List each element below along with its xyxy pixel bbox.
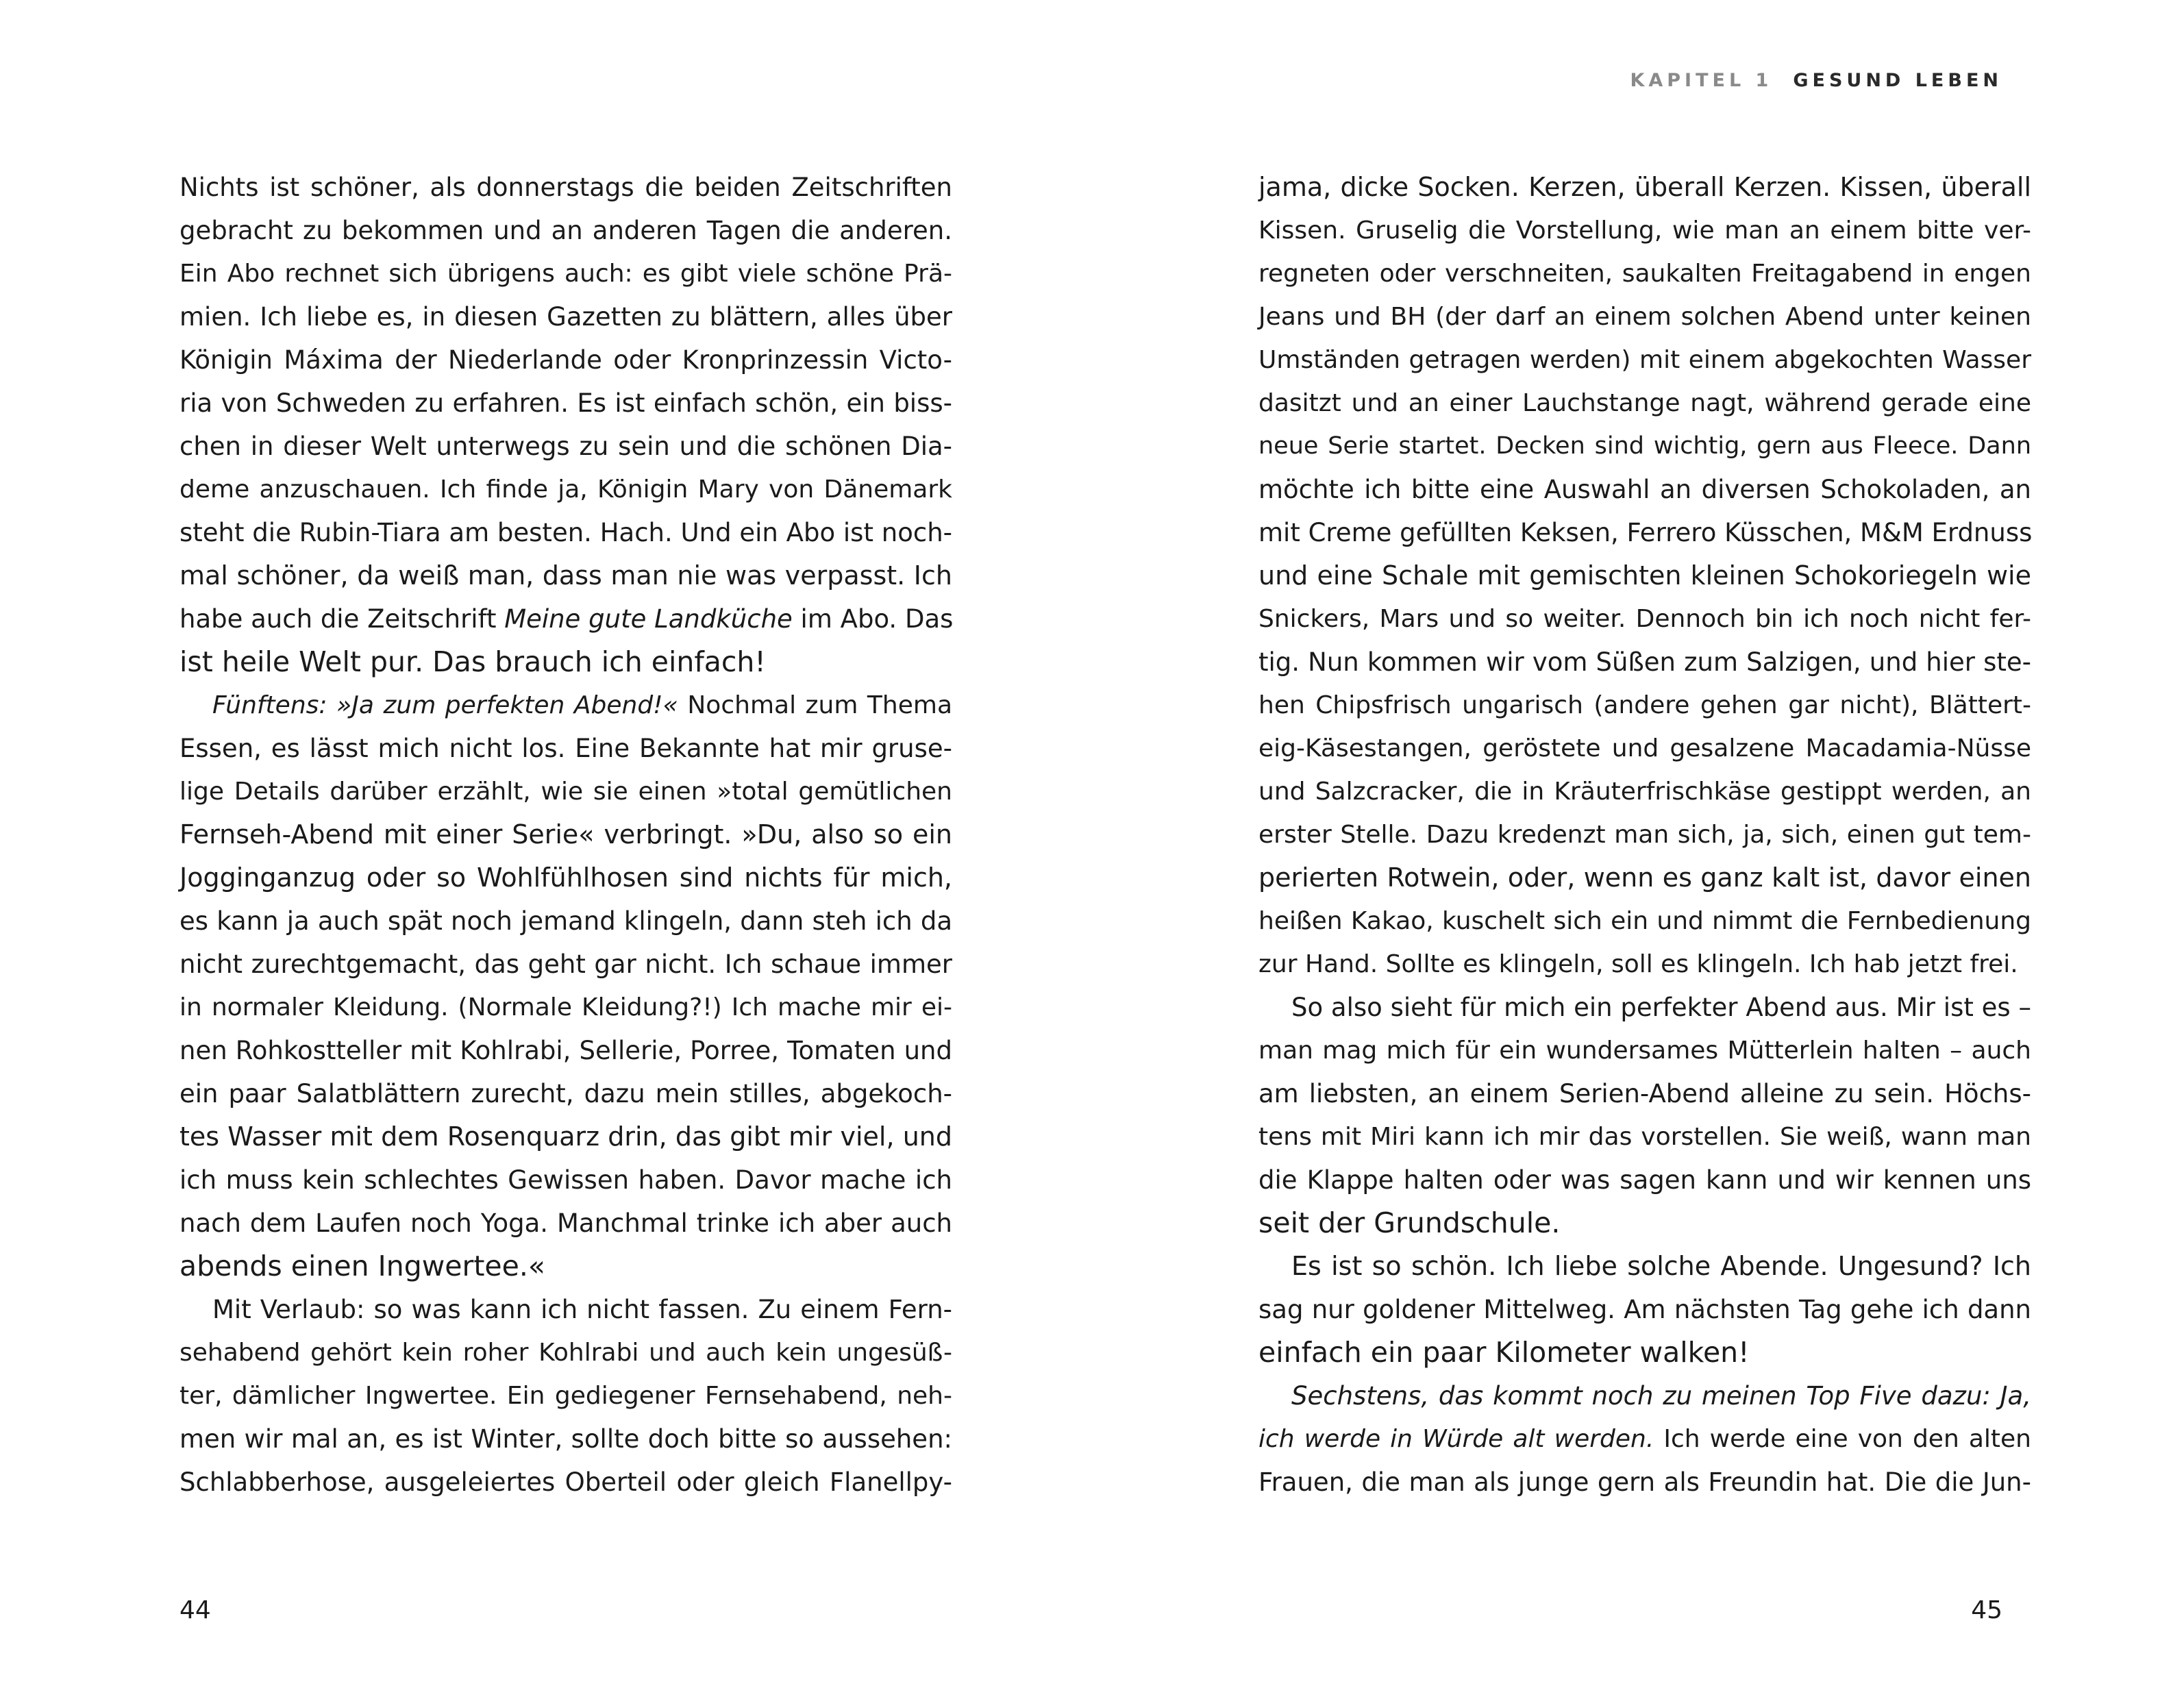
line-text: man mag mich für ein wundersames Mütterlein halten – auch xyxy=(1258,1037,2031,1065)
line-text: Mit Verlaub: so was kann ich nicht fassen. Zu einem Fern- xyxy=(212,1295,952,1324)
text-line xyxy=(179,641,952,684)
chapter-title: GESUND LEBEN xyxy=(1793,70,2002,91)
line-text: seit der Grundschule. xyxy=(1258,1206,1561,1239)
line-text: men wir mal an, es ist Winter, sollte doch bitte so aussehen: xyxy=(179,1424,952,1454)
line-text: mit Creme gefüllten Keksen, Ferrero Küsschen, M&M Erdnuss xyxy=(1258,518,2033,547)
line-text: Schlabberhose, ausgeleiertes Oberteil oder gleich Flanellpy- xyxy=(179,1467,952,1497)
text-line xyxy=(179,468,952,511)
text-line xyxy=(1258,1288,2031,1331)
text-line xyxy=(1258,1245,2031,1288)
text-line xyxy=(1258,727,2031,770)
line-text: am liebsten, an einem Serien-Abend alleine zu sein. Höchs- xyxy=(1258,1079,2031,1108)
text-line xyxy=(179,425,952,468)
line-text: Ich werde eine von den alten xyxy=(1654,1425,2031,1453)
text-line xyxy=(1258,1331,2031,1374)
text-line xyxy=(179,943,952,986)
line-text: abends einen Ingwertee.« xyxy=(179,1250,545,1282)
line-text: möchte ich bitte eine Auswahl an diversen Schokoladen, an xyxy=(1258,475,2031,504)
text-line xyxy=(179,511,952,554)
line-text: regneten oder verschneiten, saukalten Freitagabend in engen xyxy=(1258,260,2031,288)
text-line xyxy=(179,813,952,856)
right-page-body xyxy=(1258,166,2031,1504)
text-line xyxy=(1258,770,2031,813)
page-number-right: 45 xyxy=(1971,1596,2002,1624)
text-line xyxy=(179,252,952,295)
line-text: Jeans und BH (der darf an einem solchen Abend unter keinen xyxy=(1258,303,2031,331)
text-line xyxy=(179,856,952,900)
italic-text: Fünftens: »Ja zum perfekten Abend!« xyxy=(212,691,678,719)
line-text: einfach ein paar Kilometer walken! xyxy=(1258,1336,1750,1369)
line-text: nicht zurechtgemacht, das geht gar nicht. Ich schaue immer xyxy=(179,950,952,979)
line-text: es kann ja auch spät noch jemand klingeln, dann steh ich da xyxy=(179,906,952,936)
text-line xyxy=(179,684,952,727)
line-text: und Salzcracker, die in Kräuterfrischkäse gestippt werden, an xyxy=(1258,778,2031,806)
line-text: neue Serie startet. Decken sind wichtig, gern aus Fleece. Dann xyxy=(1258,432,2031,460)
line-text: Kissen. Gruselig die Vorstellung, wie man an einem bitte ver- xyxy=(1258,216,2031,245)
text-line xyxy=(179,1072,952,1115)
line-text: Essen, es lässt mich nicht los. Eine Bekannte hat mir gruse- xyxy=(179,734,952,763)
text-line xyxy=(1258,684,2031,727)
line-text: nach dem Laufen noch Yoga. Manchmal trinke ich aber auch xyxy=(179,1208,952,1238)
line-text: So also sieht für mich ein perfekter Abend aus. Mir ist es – xyxy=(1291,993,2031,1022)
line-text: Es ist so schön. Ich liebe solche Abende. Ungesund? Ich xyxy=(1291,1251,2031,1281)
line-text: Ein Abo rechnet sich übrigens auch: es gibt viele schöne Prä- xyxy=(179,260,952,288)
line-text: perierten Rotwein, oder, wenn es ganz kalt ist, davor einen xyxy=(1258,863,2031,893)
text-line xyxy=(179,1417,952,1461)
text-line xyxy=(1258,1029,2031,1072)
text-line xyxy=(179,209,952,252)
text-line xyxy=(179,1461,952,1504)
text-line xyxy=(1258,252,2031,295)
line-text: zur Hand. Sollte es klingeln, soll es klingeln. Ich hab jetzt frei. xyxy=(1258,950,2018,978)
line-text: nen Rohkostteller mit Kohlrabi, Sellerie, Porree, Tomaten und xyxy=(179,1036,952,1065)
line-text: ein paar Salatblättern zurecht, dazu mein stilles, abgekoch- xyxy=(179,1079,952,1108)
text-line xyxy=(1258,425,2031,468)
line-text: Frauen, die man als junge gern als Freundin hat. Die die Jun- xyxy=(1258,1467,2031,1497)
text-line xyxy=(179,1331,952,1374)
text-line xyxy=(1258,166,2031,209)
line-text: mal schöner, da weiß man, dass man nie was verpasst. Ich xyxy=(179,560,952,591)
line-text: deme anzuschauen. Ich finde ja, Königin Mary von Dänemark xyxy=(179,475,952,504)
line-text: Umständen getragen werden) mit einem abgekochten Wasser xyxy=(1258,346,2031,374)
text-line xyxy=(179,1115,952,1158)
line-text: jama, dicke Socken. Kerzen, überall Kerzen. Kissen, überall xyxy=(1258,172,2031,202)
line-text: ter, dämlicher Ingwertee. Ein gediegener Fernsehabend, neh- xyxy=(179,1382,952,1410)
text-line xyxy=(179,1245,952,1288)
text-line xyxy=(179,166,952,209)
line-text: ist heile Welt pur. Das brauch ich einfach! xyxy=(179,645,766,678)
text-line xyxy=(1258,1158,2031,1202)
line-text: lige Details darüber erzählt, wie sie einen »total gemütlichen xyxy=(179,778,952,806)
line-text: habe auch die Zeitschrift xyxy=(179,604,505,634)
chapter-label: KAPITEL 1 xyxy=(1630,70,1773,91)
text-line xyxy=(179,900,952,943)
text-line xyxy=(1258,1417,2031,1461)
running-head xyxy=(1630,70,2002,91)
text-line xyxy=(1258,468,2031,511)
text-line xyxy=(179,338,952,382)
line-text: chen in dieser Welt unterwegs zu sein und die schönen Dia- xyxy=(179,432,952,461)
text-line xyxy=(1258,1072,2031,1115)
line-text: ria von Schweden zu erfahren. Es ist einfach schön, ein biss- xyxy=(179,388,952,418)
line-text: Nochmal zum Thema xyxy=(678,691,953,719)
text-line xyxy=(179,1374,952,1417)
text-line xyxy=(179,770,952,813)
line-text: eig-Käsestangen, geröstete und gesalzene Macadamia-Nüsse xyxy=(1258,734,2031,762)
line-text: heißen Kakao, kuschelt sich ein und nimmt die Fernbedienung xyxy=(1258,907,2031,935)
line-text: erster Stelle. Dazu kredenzt man sich, ja, sich, einen gut tem- xyxy=(1258,821,2031,849)
text-line xyxy=(1258,641,2031,684)
text-line xyxy=(1258,597,2031,641)
text-line xyxy=(1258,295,2031,338)
text-line xyxy=(179,554,952,597)
line-text: Fernseh-Abend mit einer Serie« verbringt. »Du, also so ein xyxy=(179,819,952,850)
text-line xyxy=(179,382,952,425)
text-line xyxy=(1258,209,2031,252)
text-line xyxy=(179,1029,952,1072)
line-text: die Klappe halten oder was sagen kann und wir kennen uns xyxy=(1258,1165,2031,1195)
text-line xyxy=(179,1158,952,1202)
line-text: steht die Rubin-Tiara am besten. Hach. Und ein Abo ist noch- xyxy=(179,518,952,547)
text-line xyxy=(1258,813,2031,856)
text-line xyxy=(1258,338,2031,382)
text-line xyxy=(1258,382,2031,425)
text-line xyxy=(179,986,952,1029)
text-line xyxy=(1258,1202,2031,1245)
line-text: in normaler Kleidung. (Normale Kleidung?!) Ich mache mir ei- xyxy=(179,993,952,1021)
line-text: sag nur goldener Mittelweg. Am nächsten Tag gehe ich dann xyxy=(1258,1295,2031,1324)
text-line xyxy=(179,295,952,338)
line-text: tens mit Miri kann ich mir das vorstellen. Sie weiß, wann man xyxy=(1258,1123,2031,1151)
text-line xyxy=(179,1288,952,1331)
line-text: Königin Máxima der Niederlande oder Kronprinzessin Victo- xyxy=(179,345,952,375)
line-text: dasitzt und an einer Lauchstange nagt, während gerade eine xyxy=(1258,389,2031,417)
left-page-body xyxy=(179,166,952,1504)
text-line xyxy=(179,1202,952,1245)
text-line xyxy=(1258,900,2031,943)
text-line xyxy=(179,727,952,770)
text-line xyxy=(179,597,952,641)
text-line xyxy=(1258,943,2031,986)
text-line xyxy=(1258,1374,2031,1417)
text-line xyxy=(1258,986,2031,1029)
line-text: mien. Ich liebe es, in diesen Gazetten zu blättern, alles über xyxy=(179,302,952,332)
line-text: Snickers, Mars und so weiter. Dennoch bin ich noch nicht fer- xyxy=(1258,605,2031,633)
italic-text: ich werde in Würde alt werden. xyxy=(1258,1425,1654,1453)
text-line xyxy=(1258,1461,2031,1504)
page-number-left: 44 xyxy=(179,1596,211,1624)
text-line xyxy=(1258,856,2031,900)
italic-text: Sechstens, das kommt noch zu meinen Top Five dazu: Ja, xyxy=(1291,1381,2031,1411)
line-text: Nichts ist schöner, als donnerstags die beiden Zeitschriften xyxy=(179,173,952,202)
line-text: tes Wasser mit dem Rosenquarz drin, das gibt mir viel, und xyxy=(179,1121,952,1152)
line-text: und eine Schale mit gemischten kleinen Schokoriegeln wie xyxy=(1258,560,2031,591)
text-line xyxy=(1258,511,2031,554)
line-text: ich muss kein schlechtes Gewissen haben. Davor mache ich xyxy=(179,1165,952,1195)
italic-text: Meine gute Landküche xyxy=(504,604,793,634)
line-text: im Abo. Das xyxy=(792,604,954,634)
text-line xyxy=(1258,554,2031,597)
text-line xyxy=(1258,1115,2031,1158)
line-text: tig. Nun kommen wir vom Süßen zum Salzigen, und hier ste- xyxy=(1258,647,2031,677)
line-text: sehabend gehört kein roher Kohlrabi und auch kein ungesüß- xyxy=(179,1339,952,1367)
line-text: gebracht zu bekommen und an anderen Tagen die anderen. xyxy=(179,216,952,245)
line-text: hen Chipsfrisch ungarisch (andere gehen gar nicht), Blättert- xyxy=(1258,691,2031,719)
right-page xyxy=(1092,0,2184,1699)
line-text: Jogginganzug oder so Wohlfühlhosen sind nichts für mich, xyxy=(179,863,952,893)
